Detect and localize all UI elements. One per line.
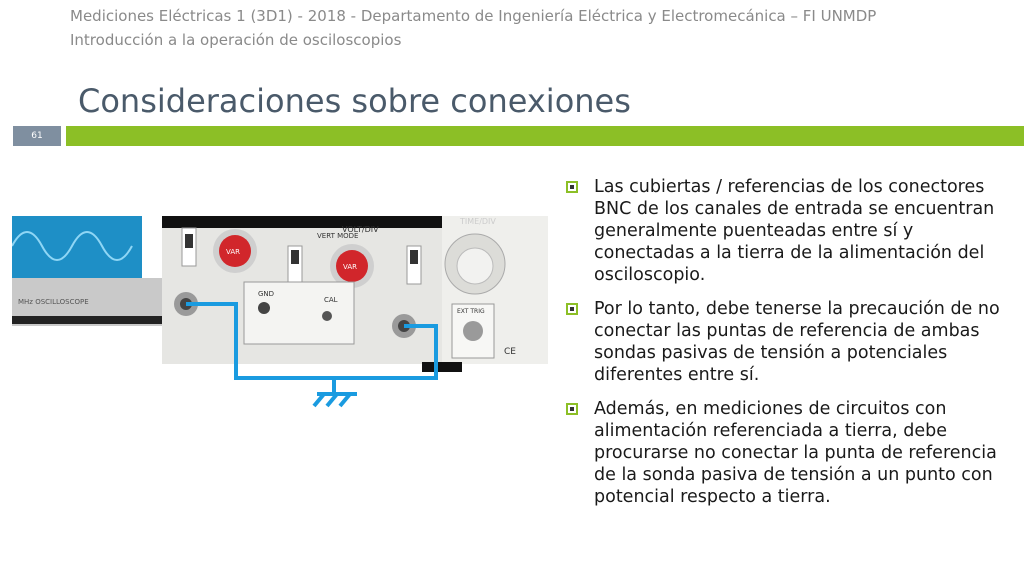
square-bullet-icon	[566, 181, 578, 193]
svg-text:GND: GND	[258, 290, 275, 298]
bullet-item	[566, 176, 1016, 286]
oscilloscope-label-text: MHz OSCILLOSCOPE	[18, 298, 89, 306]
square-bullet-icon	[566, 303, 578, 315]
title-accent-bar	[66, 126, 1024, 146]
svg-text:VAR: VAR	[226, 248, 240, 256]
slide-number: 61	[13, 126, 61, 146]
bullet-item	[566, 298, 1016, 386]
bullet-list	[566, 176, 1016, 520]
svg-text:CAL: CAL	[324, 296, 338, 304]
crt-screen	[12, 216, 142, 278]
bullet-text: Además, en mediciones de circuitos con alimentación referenciada a tierra, debe procurarse no conectar la punta de referencia de la sonda pasiva de tensión a un punto con potencial respecto a tierra.	[594, 399, 997, 507]
bullet-item	[566, 398, 1016, 508]
slide-title: Consideraciones sobre conexiones	[78, 82, 631, 120]
bullet-text: Las cubiertas / referencias de los conectores BNC de los canales de entrada se encuentran generalmente puenteadas entre sí y conectadas a la tierra de la alimentación del osciloscopio.	[594, 177, 995, 285]
header-course-line: Mediciones Eléctricas 1 (3D1) - 2018 - Departamento de Ingeniería Eléctrica y Electromecánica – FI UNMDP	[70, 7, 877, 25]
svg-text:CE: CE	[504, 347, 516, 357]
svg-text:TIME/DIV: TIME/DIV	[460, 217, 496, 226]
square-bullet-icon	[566, 403, 578, 415]
svg-text:VOLT/DIV: VOLT/DIV	[342, 225, 379, 234]
oscilloscope-image	[12, 216, 548, 410]
bullet-text: Por lo tanto, debe tenerse la precaución de no conectar las puntas de referencia de ambas sondas pasivas de tensión a potenciales diferentes entre sí.	[594, 299, 1000, 385]
header-topic-line: Introducción a la operación de osciloscopios	[70, 31, 402, 49]
svg-text:VAR: VAR	[343, 263, 357, 271]
svg-text:VERT MODE: VERT MODE	[317, 232, 359, 240]
svg-text:EXT TRIG: EXT TRIG	[457, 308, 485, 315]
